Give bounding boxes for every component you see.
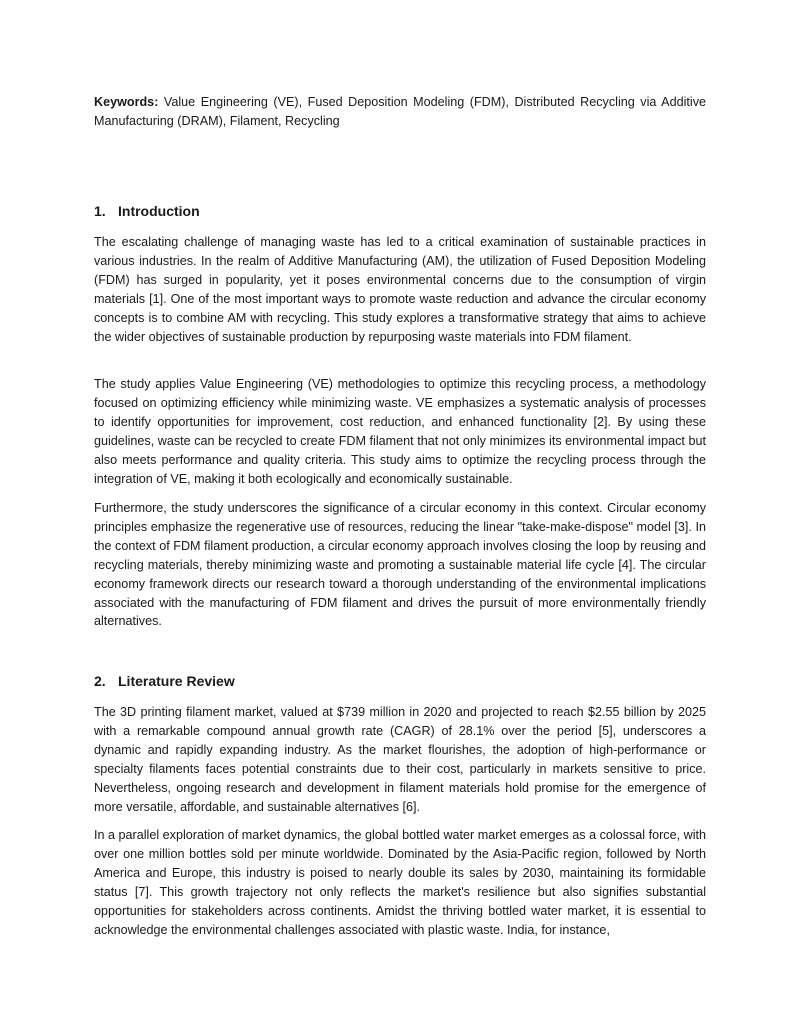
literature-paragraph-2: In a parallel exploration of market dynamics, the global bottled water market emerges as a colossal force, with over one million bottles sold per minute worldwide. Dominated by the Asia-Pacific region, followed by North America and Europe, this industry is poised to nearly double its sales by 2030, maintaining its formidable status [7]. This growth trajectory not only reflects the market's resilience but also signifies substantial opportunities for stakeholders across continents. Amidst the thriving bottled water market, it is essential to acknowledge the environmental challenges associated with plastic waste. India, for instance, bbox=[94, 828, 706, 937]
literature-paragraph-1: The 3D printing filament market, valued at $739 million in 2020 and projected to reach $2.55 billion by 2025 with a remarkable compound annual growth rate (CAGR) of 28.1% over the period [5], underscores a dynamic and rapidly expanding industry. As the market flourishes, the adoption of high-performance or specialty filaments faces potential constraints due to their cost, particularly in markets sensitive to price. Nevertheless, ongoing research and development in filament materials hold promise for the emergence of more versatile, affordable, and sustainable alternatives [6]. bbox=[94, 705, 706, 814]
intro-paragraph-2: The study applies Value Engineering (VE) methodologies to optimize this recycling process, a methodology focused on optimizing efficiency while minimizing waste. VE emphasizes a systematic analysis of processes to identify opportunities for improvement, cost reduction, and enhanced functionality [2]. By using these guidelines, waste can be recycled to create FDM filament that not only minimizes its environmental impact but also meets performance and quality criteria. This study aims to optimize the recycling process through the integration of VE, making it both ecologically and economically sustainable. bbox=[94, 377, 706, 486]
keywords-text: Value Engineering (VE), Fused Deposition Modeling (FDM), Distributed Recycling via Additive Manufacturing (DRAM), Filament, Recycling bbox=[94, 95, 706, 128]
section-title: Literature Review bbox=[118, 673, 235, 689]
intro-paragraph-3: Furthermore, the study underscores the significance of a circular economy in this context. Circular economy principles emphasize the regenerative use of resources, reducing the linear "take-make-dispose" model [3]. In the context of FDM filament production, a circular economy approach involves closing the loop by reusing and recycling materials, thereby minimizing waste and promoting a sustainable material life cycle [4]. The circular economy framework directs our research toward a thorough understanding of the environmental implications associated with the manufacturing of FDM filament and drives the pursuit of more environmentally friendly alternatives. bbox=[94, 501, 706, 629]
section-title: Introduction bbox=[118, 203, 200, 219]
keywords-line bbox=[94, 93, 706, 131]
section-number: 2. bbox=[94, 673, 106, 689]
section-heading-introduction bbox=[94, 202, 200, 221]
intro-paragraph-1: The escalating challenge of managing waste has led to a critical examination of sustainable practices in various industries. In the realm of Additive Manufacturing (AM), the utilization of Fused Deposition Modeling (FDM) has surged in popularity, yet it poses environmental concerns due to the consumption of virgin materials [1]. One of the most important ways to promote waste reduction and advance the circular economy concepts is to combine AM with recycling. This study explores a transformative strategy that aims to achieve the wider objectives of sustainable production by repurposing waste materials into FDM filament. bbox=[94, 235, 706, 344]
keywords-label: Keywords: bbox=[94, 95, 159, 109]
section-heading-literature-review bbox=[94, 672, 235, 691]
section-number: 1. bbox=[94, 203, 106, 219]
